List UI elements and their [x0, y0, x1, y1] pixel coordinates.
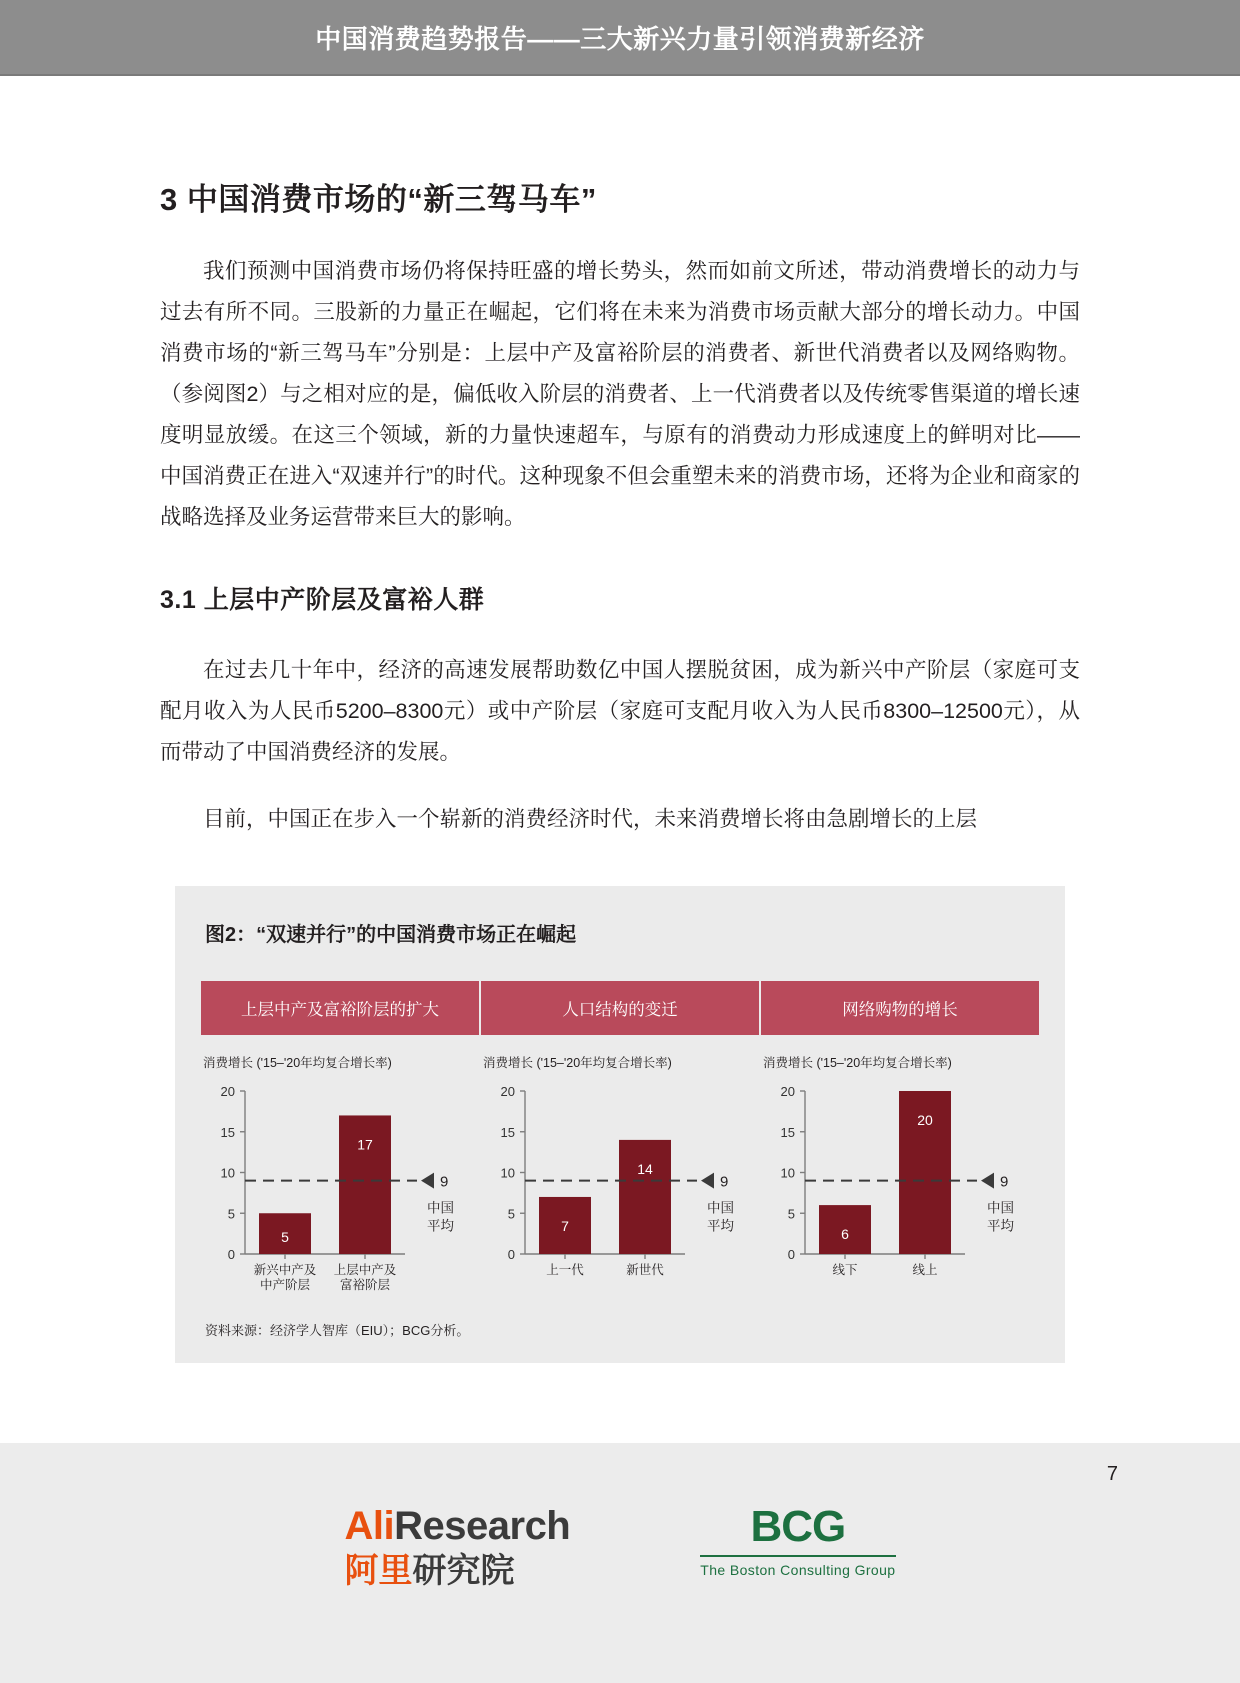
bcg-logo-sub-text: The Boston Consulting Group — [700, 1562, 896, 1578]
reference-value-label: 9 — [440, 1173, 449, 1191]
bar-value-label: 6 — [841, 1226, 849, 1243]
ali-logo-research-text: Research — [394, 1504, 571, 1548]
paragraph-new-era: 目前，中国正在步入一个崭新的消费经济时代，未来消费增长将由急剧增长的上层 — [203, 807, 978, 831]
reference-caption: 中国 — [427, 1200, 454, 1216]
report-title: 中国消费趋势报告——三大新兴力量引领消费新经济 — [315, 23, 925, 54]
figure-2 — [175, 886, 1065, 1363]
y-tick-label: 15 — [220, 1124, 235, 1140]
reference-caption: 平均 — [427, 1218, 454, 1234]
y-tick-label: 20 — [500, 1084, 515, 1099]
x-category-label: 中产阶层 — [259, 1278, 311, 1292]
y-tick-label: 15 — [500, 1124, 515, 1140]
reference-arrow-icon — [701, 1173, 714, 1189]
y-tick-label: 5 — [787, 1206, 795, 1222]
bar-value-label: 17 — [357, 1136, 373, 1153]
reference-value-label: 9 — [720, 1173, 729, 1191]
bar-value-label: 7 — [561, 1217, 569, 1234]
page-header-banner — [0, 0, 1240, 76]
y-tick-label: 5 — [227, 1206, 235, 1222]
y-tick-label: 10 — [780, 1165, 795, 1181]
reference-caption: 中国 — [987, 1200, 1014, 1216]
bar-value-label: 20 — [917, 1112, 933, 1128]
ali-logo-cn-research: 研究院 — [412, 1552, 515, 1590]
chart-panel-demographics — [481, 981, 759, 1294]
panel-title: 人口结构的变迁 — [481, 981, 759, 1035]
bar-chart-2 — [481, 1079, 759, 1294]
panel-axis-caption: 消费增长 ('15–'20年均复合增长率) — [483, 1056, 672, 1070]
reference-arrow-icon — [421, 1173, 434, 1189]
bar-chart-3 — [761, 1079, 1039, 1294]
x-category-label: 新世代 — [626, 1263, 664, 1277]
x-category-label: 上一代 — [546, 1263, 584, 1277]
x-category-label: 上层中产及 — [333, 1263, 397, 1277]
ali-logo-cn-ali: 阿里 — [344, 1552, 413, 1590]
y-tick-label: 0 — [507, 1247, 515, 1262]
bar — [619, 1140, 671, 1254]
reference-caption: 平均 — [707, 1218, 734, 1234]
bcg-logo-divider — [700, 1555, 895, 1557]
panel-title: 网络购物的增长 — [761, 981, 1039, 1035]
section-heading: 3 中国消费市场的“新三驾马车” — [160, 182, 597, 217]
chart-panel-upper-middle-class — [201, 981, 479, 1294]
ali-logo-ali-text: Ali — [344, 1504, 395, 1548]
subsection-heading: 3.1 上层中产阶层及富裕人群 — [160, 586, 485, 614]
x-category-label: 线下 — [832, 1263, 858, 1277]
page-footer — [0, 1443, 1240, 1683]
bar-value-label: 5 — [281, 1229, 289, 1245]
bar-value-label: 14 — [637, 1160, 653, 1177]
figure-source-note: 资料来源：经济学人智库（EIU）；BCG分析。 — [205, 1323, 470, 1338]
panel-title: 上层中产及富裕阶层的扩大 — [201, 981, 479, 1035]
y-tick-label: 5 — [507, 1206, 515, 1222]
article-content — [160, 74, 1080, 1363]
bar-chart-1 — [201, 1079, 479, 1294]
panel-axis-caption: 消费增长 ('15–'20年均复合增长率) — [763, 1056, 952, 1070]
y-tick-label: 10 — [220, 1165, 235, 1181]
y-tick-label: 0 — [787, 1247, 795, 1262]
reference-arrow-icon — [981, 1173, 994, 1189]
chart-panel-online-shopping — [761, 981, 1039, 1294]
y-tick-label: 20 — [220, 1084, 235, 1099]
y-tick-label: 20 — [780, 1084, 795, 1099]
paragraph-middle-class: 在过去几十年中，经济的高速发展帮助数亿中国人摆脱贫困，成为新兴中产阶层（家庭可支配月收入为人民币5200–8300元）或中产阶层（家庭可支配月收入为人民币8300–12500元），从而带动了中国消费经济的发展。 — [160, 658, 1080, 764]
footer-logos — [0, 1503, 1240, 1591]
bcg-logo — [700, 1503, 895, 1578]
paragraph-intro: 我们预测中国消费市场仍将保持旺盛的增长势头，然而如前文所述，带动消费增长的动力与过去有所不同。三股新的力量正在崛起，它们将在未来为消费市场贡献大部分的增长动力。中国消费市场的“新三驾马车”分别是：上层中产及富裕阶层的消费者、新世代消费者以及网络购物。（参阅图2）与之相对应的是，偏低收入阶层的消费者、上一代消费者以及传统零售渠道的增长速度明显放缓。在这三个领域，新的力量快速超车，与原有的消费动力形成速度上的鲜明对比——中国消费正在进入“双速并行”的时代。这种现象不但会重塑未来的消费市场，还将为企业和商家的战略选择及业务运营带来巨大的影响。 — [160, 259, 1080, 529]
y-tick-label: 0 — [227, 1247, 235, 1262]
chart-panels — [201, 981, 1039, 1294]
x-category-label: 线上 — [912, 1263, 938, 1277]
y-tick-label: 10 — [500, 1165, 515, 1181]
x-category-label: 富裕阶层 — [339, 1278, 391, 1292]
page-body — [0, 74, 1240, 1363]
y-tick-label: 15 — [780, 1124, 795, 1140]
bcg-logo-main-text: BCG — [750, 1502, 846, 1551]
reference-caption: 中国 — [707, 1200, 734, 1216]
figure-title: 图2：“双速并行”的中国消费市场正在崛起 — [205, 924, 577, 946]
aliresearch-logo — [345, 1503, 571, 1591]
page-number: 7 — [1106, 1463, 1118, 1485]
reference-value-label: 9 — [1000, 1173, 1009, 1191]
panel-axis-caption: 消费增长 ('15–'20年均复合增长率) — [203, 1056, 392, 1070]
reference-caption: 平均 — [987, 1218, 1014, 1234]
x-category-label: 新兴中产及 — [253, 1263, 317, 1277]
